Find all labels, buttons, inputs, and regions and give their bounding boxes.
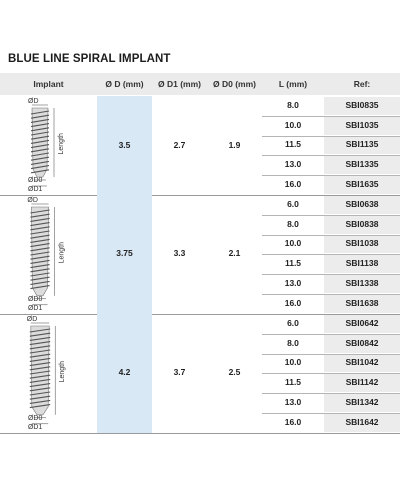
label-d1: ØD1 [28,304,43,312]
table-row [262,393,400,413]
ref-code: SBI0638 [345,198,379,209]
ref-code: SBI0835 [345,99,379,110]
ref-code: SBI1142 [345,377,379,388]
label-d0: ØD0 [28,177,43,184]
diameter-d0-value: 2.1 [228,248,241,259]
label-length: Length [59,361,67,383]
table-row [262,116,400,136]
diameter-d1-value: 3.3 [173,248,186,259]
length-value: 8.0 [287,337,299,348]
group-divider [0,433,400,434]
label-d: ØD [27,196,38,204]
length-value: 11.5 [284,258,302,269]
ref-code: SBI1038 [345,238,379,249]
length-value: 6.0 [287,198,299,209]
implant-group [0,314,400,433]
length-value: 13.0 [284,397,302,408]
length-value: 11.5 [284,139,302,150]
ref-code: SBI0642 [345,317,379,328]
table-row [262,294,400,314]
label-d1: ØD1 [28,186,43,193]
col-header-length: L (mm) [278,79,308,89]
table-row [262,314,400,334]
ref-code: SBI1035 [345,119,379,130]
table-row [262,354,400,374]
length-value: 11.5 [284,377,302,388]
diameter-d-value: 4.2 [118,367,131,378]
length-value: 13.0 [284,159,302,170]
length-value: 10.0 [284,119,302,130]
table-row [262,334,400,354]
col-header-implant: Implant [33,79,64,89]
length-value: 8.0 [287,99,299,110]
implant-diagram [0,195,97,314]
diameter-d1-value: 2.7 [173,139,186,150]
diameter-d0-value: 2.5 [228,367,241,378]
col-header-ref: Ref: [353,79,371,89]
label-d: ØD [28,98,39,105]
table-row [262,373,400,393]
length-value: 10.0 [284,238,302,249]
table-header [0,73,400,95]
length-value: 10.0 [284,357,302,368]
diameter-d0-value: 1.9 [228,139,241,150]
ref-code: SBI0842 [345,337,379,348]
col-header-d0: Ø D0 (mm) [213,79,256,89]
diameter-d-value: 3.5 [118,139,131,150]
implant-body [30,326,50,415]
label-d0: ØD0 [28,414,43,422]
implant-group [0,195,400,314]
table-row [262,254,400,274]
diameter-d-value: 3.75 [116,248,133,259]
length-value: 8.0 [287,218,299,229]
ref-code: SBI1042 [345,357,379,368]
ref-code: SBI1342 [345,397,379,408]
diameter-d1-value: 3.7 [173,367,186,378]
table-row [262,274,400,294]
ref-code: SBI1338 [345,278,379,289]
table-row [262,96,400,116]
label-length: Length [58,133,65,155]
label-d: ØD [26,315,38,323]
table-row [262,235,400,255]
ref-code: SBI1135 [345,139,379,150]
table-row [262,413,400,433]
label-length: Length [58,242,66,264]
implant-diagram [0,314,97,433]
length-value: 13.0 [284,278,302,289]
ref-code: SBI1138 [345,258,379,269]
ref-code: SBI1642 [345,416,379,427]
implant-diagram [0,96,97,195]
table-title: BLUE LINE SPIRAL IMPLANT [8,53,171,65]
col-header-d1: Ø D1 (mm) [158,79,201,89]
implant-body [31,108,49,177]
length-value: 6.0 [287,317,299,328]
table-row [262,155,400,175]
label-d0: ØD0 [28,295,43,303]
label-d1: ØD1 [28,423,43,431]
table-row [262,195,400,215]
table-row [262,215,400,235]
ref-code: SBI1635 [345,179,379,190]
col-header-d: Ø D (mm) [105,79,144,89]
table-row [262,175,400,195]
ref-code: SBI0838 [345,218,379,229]
length-value: 16.0 [284,179,302,190]
table-row [262,136,400,156]
length-value: 16.0 [284,297,302,308]
length-value: 16.0 [284,416,302,427]
implant-body [30,207,49,296]
ref-code: SBI1638 [345,297,379,308]
ref-code: SBI1335 [345,159,379,170]
implant-group [0,96,400,195]
